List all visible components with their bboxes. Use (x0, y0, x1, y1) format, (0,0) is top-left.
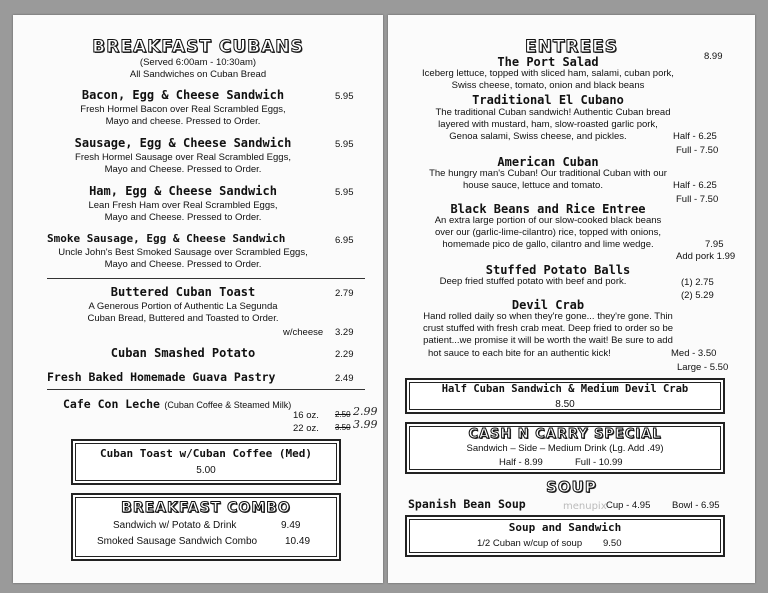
menu-item-price: 5.95 (335, 139, 354, 150)
menu-item-desc: Uncle John's Best Smoked Sausage over Scrambled Eggs, (58, 247, 308, 258)
menu-item-name: Bacon, Egg & Cheese Sandwich (81, 88, 285, 102)
menu-item-name: Buttered Cuban Toast (110, 285, 256, 299)
menu-item-desc: house sauce, lettuce and tomato. (463, 180, 603, 191)
menu-item-name: Spanish Bean Soup (408, 497, 526, 511)
menu-item-name: Cuban Toast w/Cuban Coffee (Med) (100, 447, 312, 460)
menu-item-price: 2.79 (335, 288, 354, 299)
menu-item-price: 8.99 (704, 51, 723, 62)
price-one: (1) 2.75 (681, 277, 714, 288)
half-combo-box (405, 378, 725, 414)
menu-item-price: 9.50 (603, 538, 622, 549)
combo-row-price: 9.49 (281, 520, 301, 531)
toast-coffee-box (71, 439, 341, 485)
menu-item-desc: Genoa salami, Swiss cheese, and pickles. (449, 131, 627, 142)
menu-item-desc: layered with mustard, ham, slow-roasted garlic pork, (438, 119, 658, 130)
breakfast-hours: (Served 6:00am - 10:30am) (139, 57, 257, 68)
menu-item-desc: patient...we promise it will be worth the wait! Be sure to add (423, 335, 673, 346)
menu-item-name: The Port Salad (497, 55, 599, 69)
cafe-con-leche (63, 395, 291, 413)
cash-desc: Sandwich – Side – Medium Drink (Lg. Add .49) (466, 443, 664, 454)
menu-item-desc: Mayo and Cheese. Pressed to Order. (104, 259, 262, 270)
menu-item-desc: An extra large portion of our slow-cooked black beans (434, 215, 662, 226)
menu-item-name: Soup and Sandwich (508, 521, 622, 534)
menu-item-price: 2.29 (335, 349, 354, 360)
entrees-title: ENTREES (525, 37, 618, 57)
menu-item-desc: Iceberg lettuce, topped with sliced ham, salami, cuban pork, (422, 68, 674, 79)
soup-title: SOUP (546, 478, 597, 496)
combo-row-label: Smoked Sausage Sandwich Combo (97, 536, 258, 547)
menu-item-desc: 1/2 Cuban w/cup of soup (477, 538, 583, 549)
menu-item-price: 7.95 (705, 239, 724, 250)
left-menu-page (13, 15, 383, 583)
right-menu-page (388, 15, 755, 583)
menu-item-name: American Cuban (497, 155, 599, 169)
menu-item-desc: homemade pico de gallo, cilantro and lime wedge. (442, 239, 654, 250)
menu-item-name: Stuffed Potato Balls (485, 263, 631, 277)
cash-n-carry-box (405, 422, 725, 474)
cheese-option: w/cheese (283, 327, 324, 338)
full-price: Full - 7.50 (676, 145, 719, 156)
half-price: Half - 6.25 (673, 180, 717, 191)
price-two: (2) 5.29 (681, 290, 714, 301)
combo-row-label: Sandwich w/ Potato & Drink (113, 520, 237, 531)
menu-item-desc: Lean Fresh Ham over Real Scrambled Eggs, (88, 200, 278, 211)
menu-item-desc: Fresh Hormel Sausage over Real Scrambled Eggs, (75, 152, 291, 163)
breakfast-cubans-title: BREAKFAST CUBANS (92, 37, 304, 57)
menu-item-name: Cuban Smashed Potato (110, 346, 256, 360)
menu-item-desc: over our (garlic-lime-cilantro) rice, topped with onions, (435, 227, 661, 238)
menu-item-name: Ham, Egg & Cheese Sandwich (89, 184, 277, 198)
menu-item-desc: Hand rolled daily so when they're gone... they're gone. Thin (423, 311, 673, 322)
menu-item-desc: Fresh Hormel Bacon over Real Scrambled Eggs, (80, 104, 286, 115)
menu-item-desc: The traditional Cuban sandwich! Authentic Cuban bread (435, 107, 671, 118)
half-price: Half - 6.25 (673, 131, 717, 142)
old-price: 2.50 (335, 410, 351, 419)
menu-item-name: Devil Crab (511, 298, 585, 312)
cafe-note: (Cuban Coffee & Steamed Milk) (164, 400, 292, 410)
menu-item-desc: Mayo and Cheese. Pressed to Order. (104, 164, 262, 175)
menu-item-name: Traditional El Cubano (472, 93, 624, 107)
menu-item-name: Cafe Con Leche (63, 397, 160, 411)
menu-item-desc: Deep fried stuffed potato with beef and pork. (439, 276, 627, 287)
menu-item-desc: Mayo and cheese. Pressed to Order. (105, 116, 261, 127)
menu-item-name: Sausage, Egg & Cheese Sandwich (74, 136, 292, 150)
menu-item-desc: The hungry man's Cuban! Our traditional Cuban with our (429, 168, 667, 179)
new-price: 3.99 (353, 418, 378, 431)
menu-item-price: 6.95 (335, 235, 354, 246)
watermark: menupix (563, 501, 607, 512)
bread-note: All Sandwiches on Cuban Bread (129, 69, 267, 80)
menu-item-desc: Swiss cheese, tomato, onion and black beans (451, 80, 645, 91)
old-price: 3.50 (335, 423, 351, 432)
bowl-price: Bowl - 6.95 (672, 500, 720, 511)
size-label: 22 oz. (293, 423, 319, 434)
half-price: Half - 8.99 (499, 457, 543, 468)
soup-sandwich-box (405, 515, 725, 557)
menu-item-price: 5.95 (335, 187, 354, 198)
combo-row-price: 10.49 (285, 536, 311, 547)
menu-item-name: Half Cuban Sandwich & Medium Devil Crab (441, 383, 689, 395)
cup-price: Cup - 4.95 (606, 500, 651, 511)
menu-item-name: Black Beans and Rice Entree (450, 202, 646, 216)
size-label: 16 oz. (293, 410, 319, 421)
menu-item-desc: Cuban Bread, Buttered and Toasted to Order. (87, 313, 279, 324)
new-price: 2.99 (353, 405, 378, 418)
full-price: Full - 7.50 (676, 194, 719, 205)
menu-item-name: Fresh Baked Homemade Guava Pastry (47, 370, 276, 384)
breakfast-combo-box (71, 493, 341, 561)
menu-item-price: 5.95 (335, 91, 354, 102)
large-price: Large - 5.50 (677, 362, 729, 373)
menu-item-price: 8.50 (555, 399, 575, 410)
menu-item-desc: crust stuffed with fresh crab meat. Deep fried to order so be (422, 323, 674, 334)
med-price: Med - 3.50 (671, 348, 717, 359)
full-price: Full - 10.99 (575, 457, 623, 468)
menu-item-desc: A Generous Portion of Authentic La Segunda (88, 301, 278, 312)
menu-item-name: Smoke Sausage, Egg & Cheese Sandwich (47, 232, 286, 245)
divider (47, 389, 365, 390)
combo-title: BREAKFAST COMBO (121, 500, 291, 516)
add-pork: Add pork 1.99 (676, 251, 736, 262)
menu-item-desc: Mayo and Cheese. Pressed to Order. (104, 212, 262, 223)
cash-title: CASH N CARRY SPECIAL (468, 427, 662, 442)
menu-item-price: 5.00 (196, 465, 216, 476)
menu-item-price: 2.49 (335, 373, 354, 384)
divider (47, 278, 365, 279)
menu-item-desc: hot sauce to each bite for an authentic kick! (428, 348, 611, 359)
cheese-price: 3.29 (335, 327, 354, 338)
